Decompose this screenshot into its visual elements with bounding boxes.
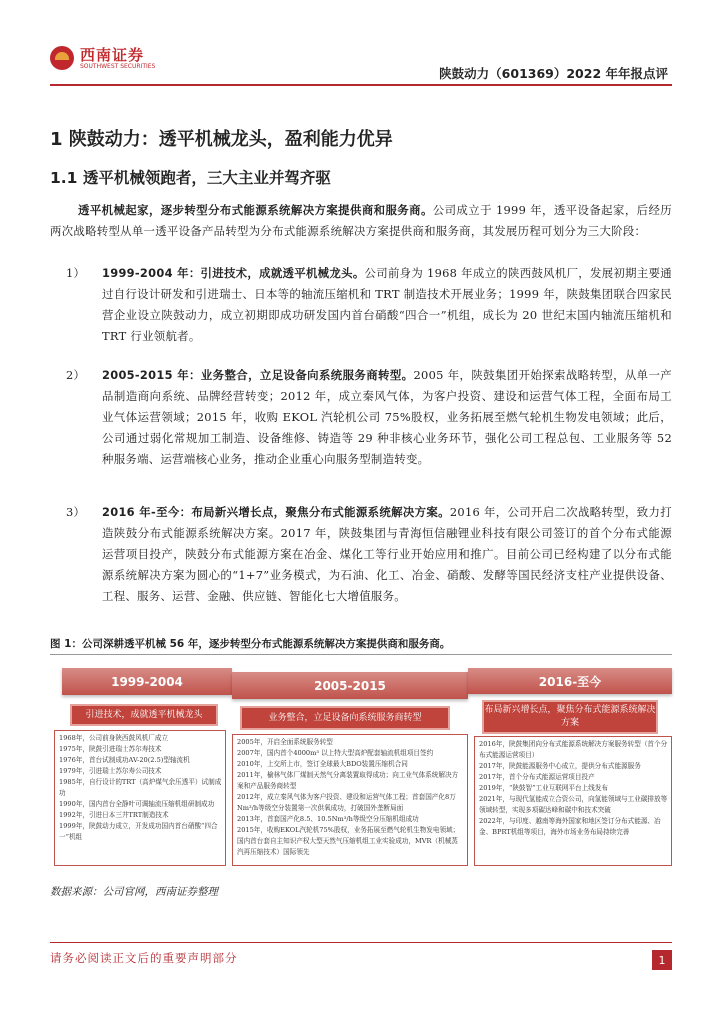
timeline-item: 2015年，收购EKOL汽轮机75%股权，业务拓展至燃气轮机生物发电领域；国内首台套自主知识产权大型天然气压缩机组工业实验成功，MVR（机械蒸汽再压缩技术）国际领先	[237, 826, 460, 856]
logo-emblem-inner-icon	[55, 52, 69, 60]
intro-paragraph	[50, 200, 672, 242]
period-list-3	[474, 736, 672, 866]
report-title: 陕鼓动力（601369）2022 年年报点评	[439, 66, 668, 81]
footer-disclaimer: 请务必阅读正文后的重要声明部分	[50, 951, 238, 965]
stage-item-2	[66, 365, 672, 495]
period-title-2: 业务整合，立足设备向系统服务商转型	[240, 706, 450, 730]
timeline-item: 1976年，首台试制成功AV-20(2.5)型轴流机	[59, 756, 190, 764]
stage-bold: 1999-2004 年：引进技术，成就透平机械龙头。	[102, 266, 365, 280]
stage-item-3	[66, 502, 672, 632]
figure-divider	[50, 654, 672, 655]
stage-text: 2005 年，陕鼓集团开始探索战略转型，从单一产品制造商向系统、品牌经营转变；2012 年，成立秦风气体，为客户投资、建设和运营气体工程，全面布局工业气体运营领域；2015 年，收购 EKOL 汽轮机公司 75%股权，业务拓展至燃气轮机生物发电领域；此后，公司通过弱化常规加工制造、设备维修、铸造等 29 种非核心业务环节，强化公司工程总包、工业服务等 52 种服务端、运营端核心业务，推动企业重心向服务型制造转变。	[102, 368, 673, 466]
timeline-item: 2017年，首个分布式能源运营项目投产	[479, 773, 595, 781]
period-list-2	[232, 734, 468, 866]
logo-name: 西南证券	[80, 46, 145, 64]
timeline-item: 2013年，首套国产化8.5、10.5Nm³/h等级空分压缩机组成功	[237, 815, 419, 823]
intro-bold: 透平机械起家，逐步转型分布式能源系统解决方案提供商和服务商。	[78, 203, 433, 217]
timeline-item: 2022年，与印度、越南等海外国家和地区签订分布式能源、冶金、BPRT机组等项目，海外市场业务布局持续完善	[479, 817, 661, 836]
timeline-item: 2017年，陕鼓能源服务中心成立，提供分布式能源服务	[479, 762, 641, 770]
timeline-item: 2019年，“陕鼓智”工业互联网平台上线发布	[479, 784, 609, 792]
footer-divider	[50, 942, 672, 943]
timeline-item: 1979年，引进瑞士苏尔寿公司技术	[59, 767, 162, 775]
period-band-3: 2016-至今	[468, 668, 672, 694]
timeline-item: 1985年，自行设计的TRT（高炉煤气余压透平）试制成功	[59, 778, 222, 797]
timeline-item: 2016年，陕鼓集团向分布式能源系统解决方案服务转型（首个分布式能源运营项目）	[479, 740, 668, 759]
timeline-figure	[50, 662, 672, 872]
stage-number: 1）	[66, 266, 86, 280]
page-number: 1	[652, 950, 672, 970]
stage-bold: 2016 年-至今：布局新兴增长点，聚焦分布式能源系统解决方案。	[102, 505, 450, 519]
intro-text: 公司成立于 1999 年，透平设备起家，后经历两次战略转型从单一透平设备产品转型为分布式能源系统解决方案提供商和服务商，其发展历程可划分为三大阶段：	[50, 203, 672, 238]
data-source: 数据来源：公司官网，西南证券整理	[50, 886, 218, 898]
period-band-2: 2005-2015	[232, 672, 468, 699]
stage-text: 公司前身为 1968 年成立的陕西鼓风机厂，发展初期主要通过自行设计研发和引进瑞士、日本等的轴流压缩机和 TRT 制造技术开展业务；1999 年，陕鼓集团联合四家民营企业设立陕鼓动力，成立初期即成功研发国内首台硝酸“四合一”机组，成长为 20 世纪末国内轴流压缩机和 TRT 行业领航者。	[102, 266, 672, 343]
period-title-1: 引进技术，成就透平机械龙头	[70, 704, 218, 726]
timeline-item: 2012年，成立秦风气体为客户投资、建设和运营气体工程；首套国产化8万Nm³/h等级空分装置第一次供氧成功，打破国外垄断局面	[237, 793, 456, 812]
timeline-item: 2005年，开启全面系统服务转型	[237, 738, 333, 746]
section-heading: 1 陕鼓动力：透平机械龙头，盈利能力优异	[50, 129, 393, 150]
timeline-item: 2007年，国内首个4000m³ 以上特大型高炉配套轴流机组项目签约	[237, 749, 434, 757]
timeline-item: 1990年，国内首台全静叶可调轴流压缩机组研制成功	[59, 800, 215, 808]
timeline-item: 2021年，与现代氢能成立合资公司，向氢能领域与工业碳排放等领域转型，实现多项碳达峰和碳中和技术突破	[479, 795, 668, 814]
header-divider	[50, 84, 672, 86]
figure-caption: 图 1：公司深耕透平机械 56 年，逐步转型分布式能源系统解决方案提供商和服务商。	[50, 638, 451, 650]
period-band-1: 1999-2004	[62, 668, 232, 695]
stage-text: 2016 年，公司开启二次战略转型，致力打造陕鼓分布式能源系统解决方案。2017 年，陕鼓集团与青海恒信融锂业科技有限公司签订的首个分布式能源运营项目投产，陕鼓分布式能源方案在冶金、煤化工等行业开始应用和推广。目前公司已经构建了以分布式能源系统解决方案为圆心的“1+7”业务模式，为石油、化工、冶金、硝酸、发酵等国民经济支柱产业提供设备、工程、服务、运营、金融、供应链、智能化七大增值服务。	[102, 505, 672, 603]
timeline-item: 1975年，陕鼓引进瑞士苏尔寿技术	[59, 745, 162, 753]
stage-number: 3）	[66, 505, 86, 519]
stage-bold: 2005-2015 年：业务整合，立足设备向系统服务商转型。	[102, 368, 414, 382]
timeline-item: 2011年，榆林气体厂煤制天然气分离装置取得成功；向工业气体系统解决方案和产品服务商转型	[237, 771, 459, 790]
timeline-item: 1968年，公司前身陕西鼓风机厂成立	[59, 734, 169, 742]
subsection-heading: 1.1 透平机械领跑者，三大主业并驾齐驱	[50, 169, 331, 187]
timeline-item: 1992年，引进日本三井TRT制造技术	[59, 811, 169, 819]
logo-en: SOUTHWEST SECURITIES	[80, 63, 156, 70]
company-logo	[50, 44, 160, 74]
timeline-item: 2010年，上交所上市，签订全球最大BDO装置压缩机合同	[237, 760, 408, 768]
stage-number: 2）	[66, 368, 86, 382]
stage-item-1	[66, 263, 672, 363]
period-list-1	[54, 730, 226, 866]
timeline-item: 1999年，陕鼓动力成立，开发成功国内首台硝酸“四合一”机组	[59, 822, 218, 841]
period-title-3: 布局新兴增长点，聚焦分布式能源系统解决方案	[482, 700, 658, 734]
